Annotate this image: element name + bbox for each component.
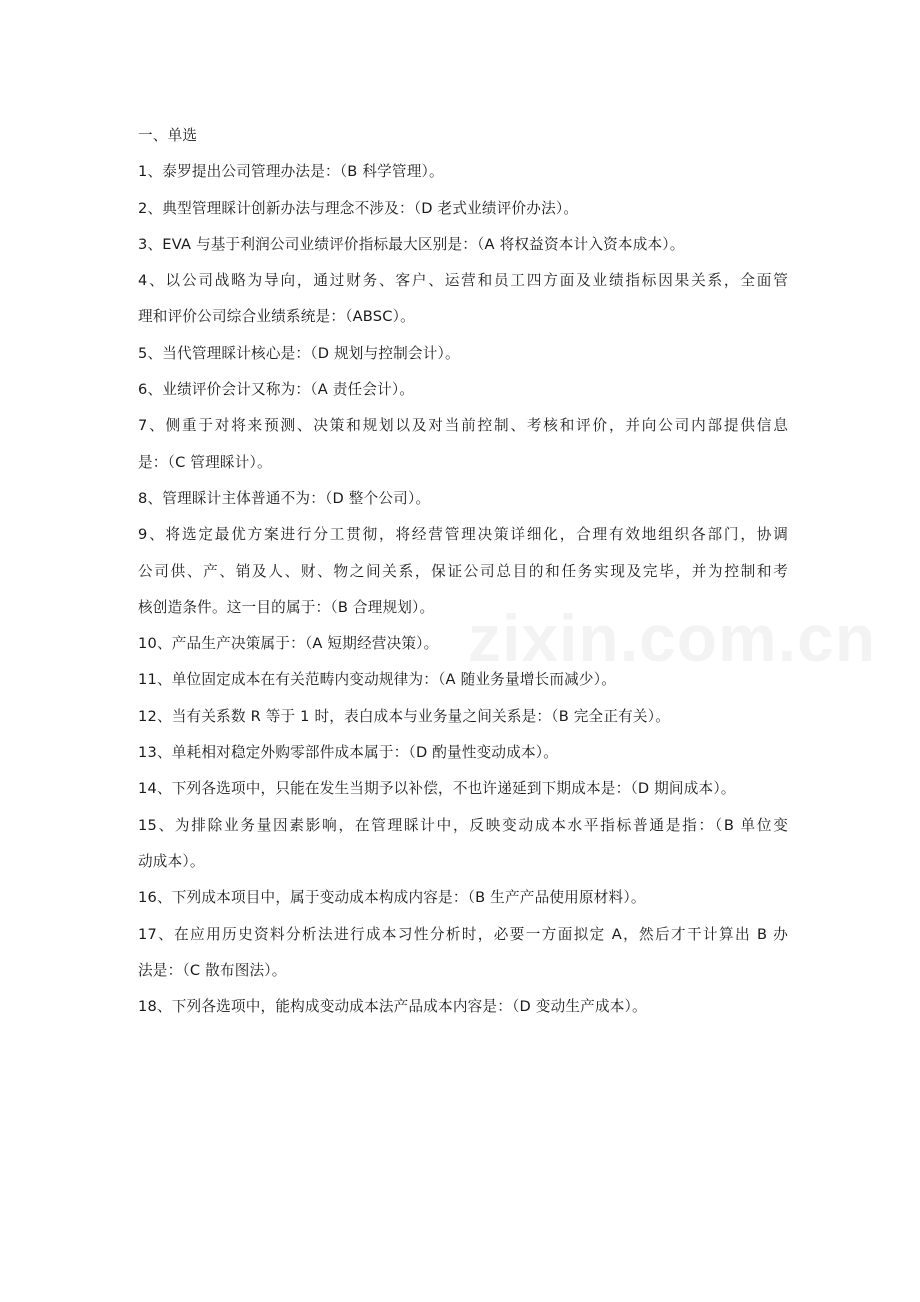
question-line: 7、侧重于对将来预测、决策和规划以及对当前控制、考核和评价，并向公司内部提供信息: [138, 417, 788, 435]
watermark: zixin.com.cn: [468, 601, 877, 675]
question-line: 动成本）。: [138, 852, 205, 870]
question-line: 12、当有关系数 R 等于 1 时，表白成本与业务量之间关系是：（B 完全正有关）。: [138, 707, 671, 725]
question-line: 11、单位固定成本在有关范畴内变动规律为：（A 随业务量增长而减少）。: [138, 671, 617, 689]
question-line: 18、下列各选项中，能构成变动成本法产品成本内容是：（D 变动生产成本）。: [138, 998, 647, 1016]
question-line: 3、EVA 与基于利润公司业绩评价指标最大区别是：（A 将权益资本计入资本成本）。: [138, 235, 685, 253]
question-line: 14、下列各选项中，只能在发生当期予以补偿，不也许递延到下期成本是：（D 期间成本）。: [138, 780, 736, 798]
question-line: 理和评价公司综合业绩系统是：（ABSC）。: [138, 308, 415, 326]
question-line: 9、将选定最优方案进行分工贯彻，将经营管理决策详细化，合理有效地组织各部门，协调: [138, 526, 788, 544]
question-line: 5、当代管理睬计核心是：（D 规划与控制会计）。: [138, 344, 460, 362]
question-line: 13、单耗相对稳定外购零部件成本属于：（D 酌量性变动成本）。: [138, 744, 559, 762]
question-line: 公司供、产、销及人、财、物之间关系，保证公司总目的和任务实现及完毕，并为控制和考: [138, 562, 788, 580]
question-line: 10、产品生产决策属于：（A 短期经营决策）。: [138, 635, 439, 653]
question-line: 16、下列成本项目中，属于变动成本构成内容是：（B 生产产品使用原材料）。: [138, 889, 646, 907]
document-body: [138, 118, 788, 1025]
question-line: 核创造条件。这一目的属于：（B 合理规划）。: [138, 598, 435, 616]
question-line: 8、管理睬计主体普通不为：（D 整个公司）。: [138, 489, 431, 507]
section-title: 一、单选: [138, 127, 198, 144]
question-line: 2、典型管理睬计创新办法与理念不涉及：（D 老式业绩评价办法）。: [138, 199, 579, 217]
question-line: 1、泰罗提出公司管理办法是：（B 科学管理）。: [138, 163, 444, 181]
question-line: 15、为排除业务量因素影响，在管理睬计中，反映变动成本水平指标普通是指：（B 单位变: [138, 816, 788, 834]
question-line: 4、以公司战略为导向，通过财务、客户、运营和员工四方面及业绩指标因果关系，全面管: [138, 272, 788, 290]
question-line: 法是：（C 散布图法）。: [138, 961, 287, 979]
question-line: 17、在应用历史资料分析法进行成本习性分析时，必要一方面拟定 A，然后才干计算出 B 办: [138, 925, 788, 943]
question-line: 是：（C 管理睬计）。: [138, 453, 272, 471]
question-line: 6、业绩评价会计又称为：（A 责任会计）。: [138, 381, 415, 399]
